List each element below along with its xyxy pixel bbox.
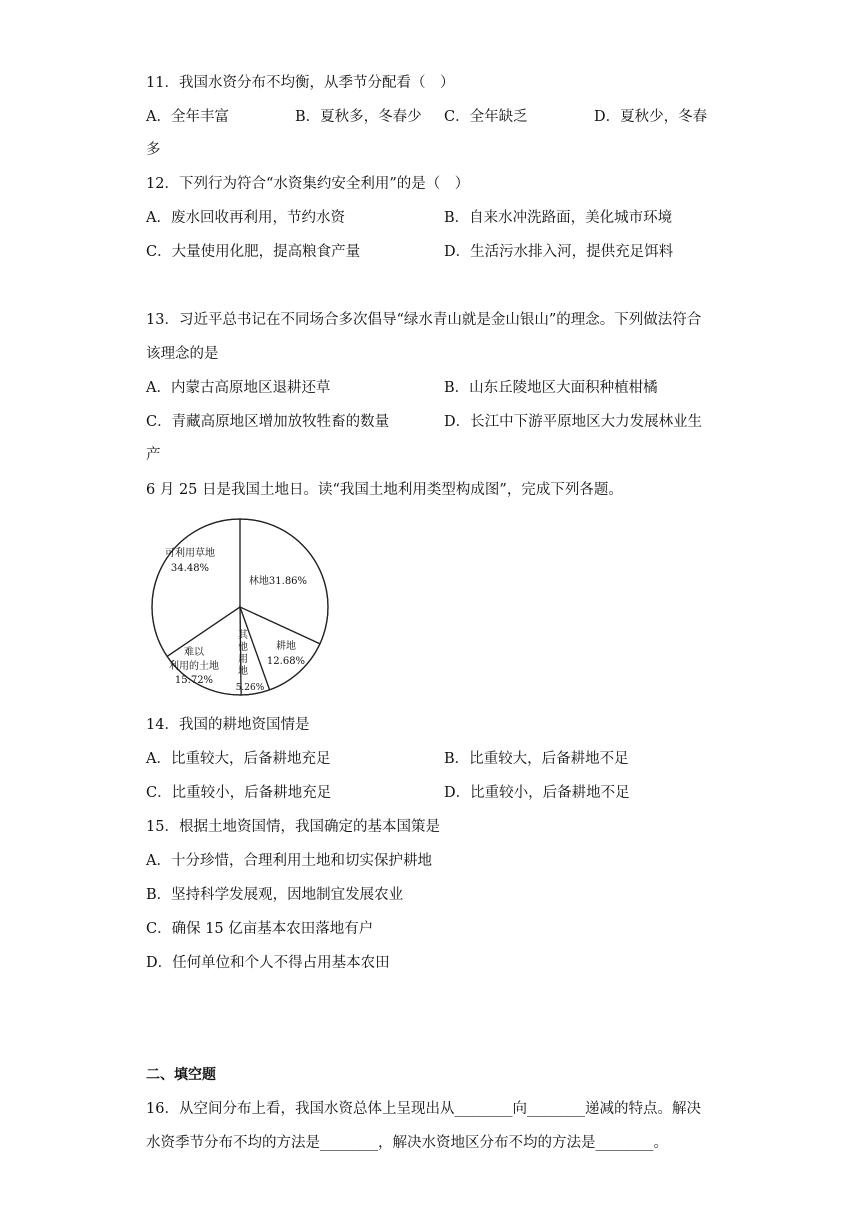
pie-slice-label-0: 林地31.86%	[248, 576, 308, 587]
q13-option-c: C．青藏高原地区增加放牧牲畜的数量	[146, 414, 390, 430]
q15-option-d: D．任何单位和个人不得占用基本农田	[146, 955, 390, 971]
q12-option-d: D．生活污水排入河，提供充足饵料	[444, 244, 674, 260]
q11-option-d-continuation: 多	[146, 142, 161, 158]
q11-option-c: C．全年缺乏	[444, 109, 528, 125]
pie-slice-label-2: 其他用地	[238, 630, 248, 677]
q15-option-b: B．坚持科学发展观，因地制宜发展农业	[146, 887, 404, 903]
q14-option-a: A．比重较大，后备耕地充足	[146, 751, 331, 767]
q11-option-d: D．夏秋少，冬春	[594, 109, 708, 125]
land-day-intro: 6 月 25 日是我国土地日。读“我国土地利用类型构成图”，完成下列各题。	[146, 482, 623, 498]
q14-option-c: C．比重较小，后备耕地充足	[146, 785, 332, 801]
pie-slice-label-1: 耕地 12.68%	[266, 641, 306, 667]
q14-option-d: D．比重较小，后备耕地不足	[444, 785, 630, 801]
q15-option-a: A．十分珍惜，合理利用土地和切实保护耕地	[146, 853, 432, 869]
pie-slice-label-4: 可利用草地 34.48%	[165, 548, 215, 574]
q14-option-b: B．比重较大，后备耕地不足	[444, 751, 629, 767]
q15-stem: 15．根据土地资国情，我国确定的基本国策是	[146, 819, 440, 835]
q11-option-a: A．全年丰富	[146, 109, 229, 125]
q11-stem: 11．我国水资分布不均衡，从季节分配看（ ）	[146, 75, 455, 91]
q11-option-b: B．夏秋多，冬春少	[295, 109, 422, 125]
q12-stem: 12．下列行为符合“水资集约安全利用”的是（ ）	[146, 176, 470, 192]
land-use-pie-chart	[140, 512, 340, 702]
pie-slice-value-label-2: 5.26%	[235, 683, 265, 693]
q13-option-d: D．长江中下游平原地区大力发展林业生	[444, 414, 703, 430]
q13-stem-line1: 13．习近平总书记在不同场合多次倡导“绿水青山就是金山银山”的理念。下列做法符合	[146, 312, 702, 328]
section-heading-fill-in: 二、填空题	[146, 1067, 216, 1083]
q12-option-c: C．大量使用化肥，提高粮食产量	[146, 244, 361, 260]
pie-slice-label-3: 难以利用的土地 15.72%	[169, 647, 219, 686]
q13-stem-line2: 该理念的是	[146, 346, 219, 362]
q12-option-b: B．自来水冲洗路面，美化城市环境	[444, 210, 673, 226]
q14-stem: 14．我国的耕地资国情是	[146, 717, 310, 733]
q13-option-b: B．山东丘陵地区大面积种植柑橘	[444, 380, 658, 396]
q15-option-c: C．确保 15 亿亩基本农田落地有户	[146, 921, 374, 937]
q16-line2: 水资季节分布不均的方法是________，解决水资地区分布不均的方法是________。	[146, 1135, 668, 1151]
q13-option-d-continuation: 产	[146, 447, 161, 463]
q16-line1: 16．从空间分布上看，我国水资总体上呈现出从________向________递减的特点。解决	[146, 1101, 701, 1117]
q13-option-a: A．内蒙古高原地区退耕还草	[146, 380, 331, 396]
q12-option-a: A．废水回收再利用，节约水资	[146, 210, 345, 226]
